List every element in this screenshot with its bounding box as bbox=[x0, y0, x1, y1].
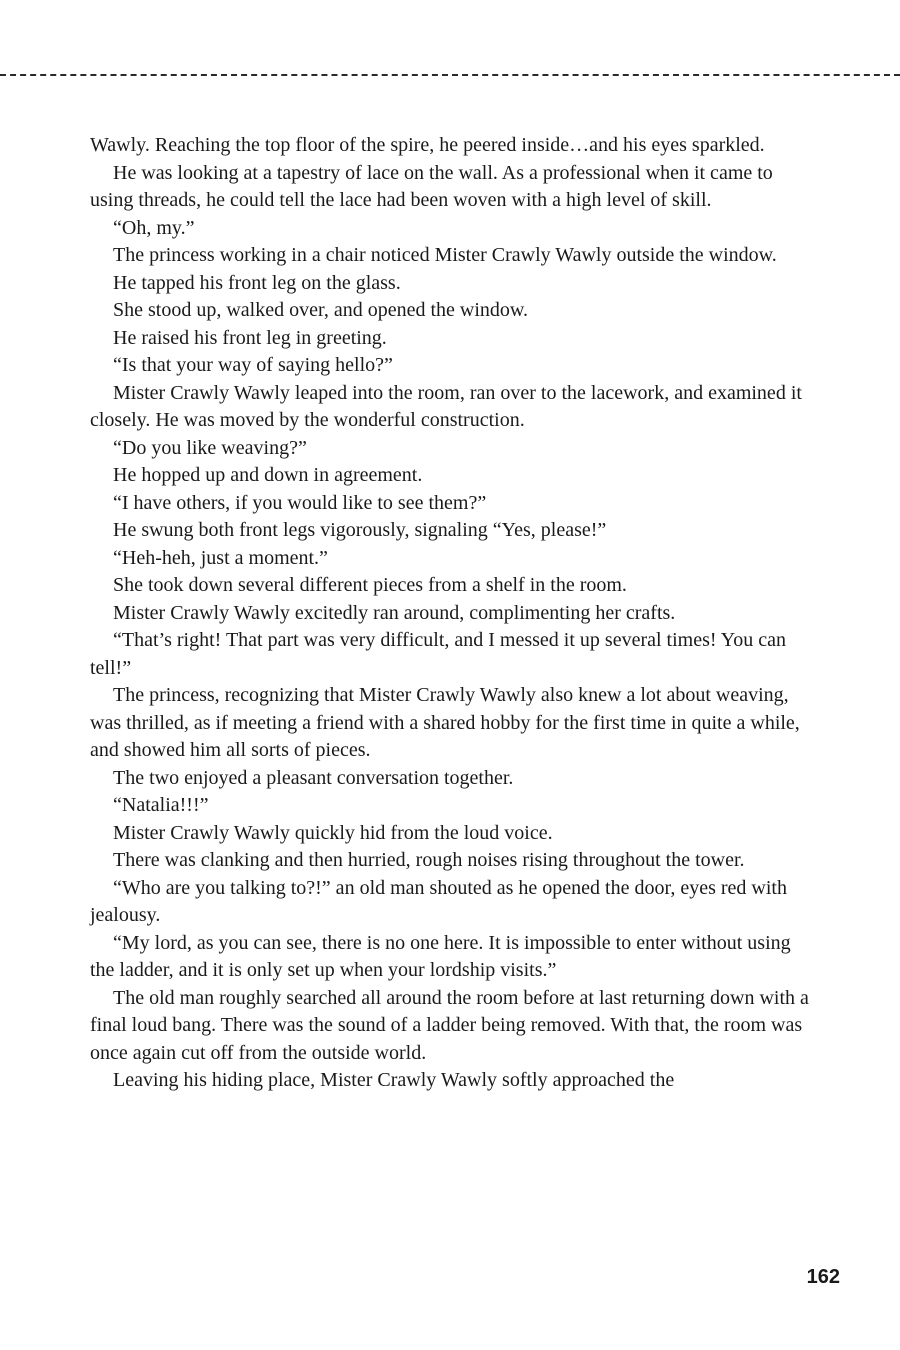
paragraph: “My lord, as you can see, there is no one here. It is impossible to enter without using the ladder, and it is only set up when your lordship visits.” bbox=[90, 931, 791, 981]
paragraph: The old man roughly searched all around the room before at last returning down with a final loud bang. There was the sound of a ladder being removed. With that, the room was once again cut off from the outside world. bbox=[90, 986, 809, 1064]
paragraph: She took down several different pieces from a shelf in the room. bbox=[113, 574, 627, 596]
paragraph: “Oh, my.” bbox=[113, 216, 195, 239]
paragraph: Wawly. Reaching the top floor of the spire, he peered inside…and his eyes sparkled. bbox=[90, 134, 765, 156]
paragraph: “Heh-heh, just a moment.” bbox=[113, 546, 328, 569]
paragraph: He swung both front legs vigorously, signaling “Yes, please!” bbox=[113, 519, 607, 541]
paragraph: “Who are you talking to?!” an old man shouted as he opened the door, eyes red with jealousy. bbox=[90, 876, 787, 926]
paragraph: Mister Crawly Wawly leaped into the room, ran over to the lacework, and examined it closely. He was moved by the wonderful construction. bbox=[90, 381, 802, 431]
paragraph: She stood up, walked over, and opened the window. bbox=[113, 299, 529, 321]
paragraph: He hopped up and down in agreement. bbox=[113, 464, 423, 486]
paragraph: Mister Crawly Wawly quickly hid from the loud voice. bbox=[113, 821, 553, 844]
paragraph: Leaving his hiding place, Mister Crawly Wawly softly approached the bbox=[113, 1069, 675, 1091]
paragraph: There was clanking and then hurried, rough noises rising throughout the tower. bbox=[113, 849, 745, 871]
paragraph: “I have others, if you would like to see them?” bbox=[113, 491, 487, 514]
paragraph: He raised his front leg in greeting. bbox=[113, 326, 387, 349]
page-body-text bbox=[90, 132, 810, 1095]
paragraph: The princess, recognizing that Mister Crawly Wawly also knew a lot about weaving, was thrilled, as if meeting a friend with a shared hobby for the first time in quite a while, and showed him all sorts of pieces. bbox=[90, 684, 800, 761]
paragraph: “Is that your way of saying hello?” bbox=[113, 354, 393, 376]
page-number: 162 bbox=[806, 1266, 840, 1288]
paragraph: The two enjoyed a pleasant conversation together. bbox=[113, 766, 514, 789]
paragraph: The princess working in a chair noticed Mister Crawly Wawly outside the window. bbox=[113, 244, 777, 266]
paragraph: He was looking at a tapestry of lace on the wall. As a professional when it came to using threads, he could tell the lace had been woven with a high level of skill. bbox=[90, 161, 773, 211]
top-dashed-rule bbox=[0, 74, 900, 76]
paragraph: “That’s right! That part was very difficult, and I messed it up several times! You can tell!” bbox=[90, 629, 786, 679]
paragraph: Mister Crawly Wawly excitedly ran around, complimenting her crafts. bbox=[113, 601, 676, 624]
paragraph: He tapped his front leg on the glass. bbox=[113, 271, 401, 294]
paragraph: “Do you like weaving?” bbox=[113, 436, 307, 459]
paragraph: “Natalia!!!” bbox=[113, 794, 209, 816]
